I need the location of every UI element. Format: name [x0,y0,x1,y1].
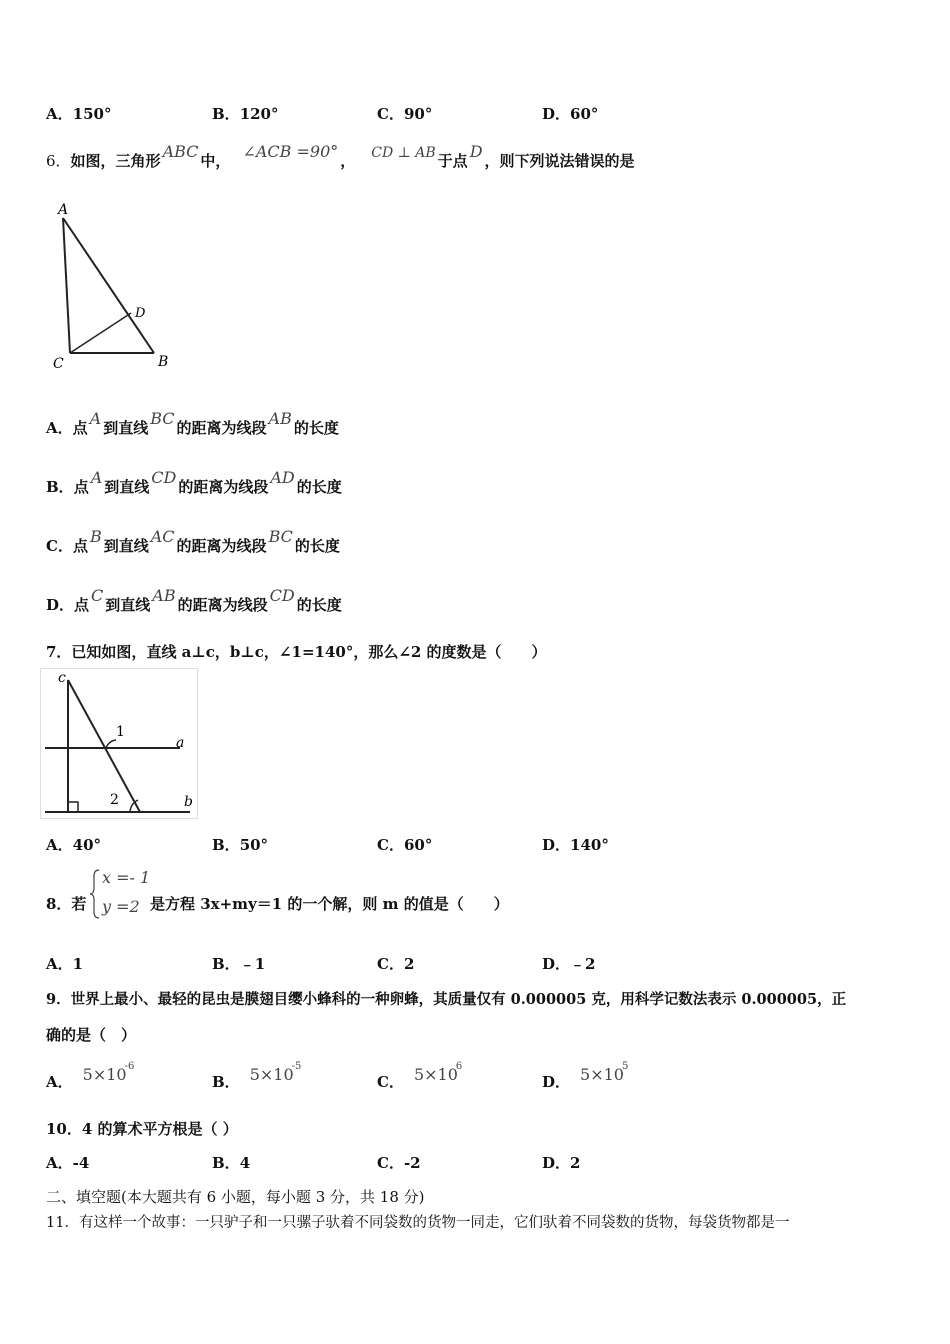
q6-stem: 6．如图，三角形 ABC 中， ∠ACB =90° ， CD ⊥ AB 于点 D ，则下列说法错误的是 [46,142,635,170]
q8-equation-x: x =- 1 [102,868,151,887]
q9-stem-line2: 确的是（ ） [46,1026,137,1044]
q5-option-b[interactable]: B．120° [212,105,279,123]
label-b: B [158,354,169,370]
q9-option-d[interactable]: D． $5\times 10^5$ [542,1061,629,1091]
q8-option-b[interactable]: B．﹣1 [212,955,266,973]
q6-triangle-figure [40,196,180,376]
q10-option-d[interactable]: D．2 [542,1154,581,1172]
label-1: 1 [116,724,125,740]
q8-prefix: 8．若 [46,895,87,913]
q9-option-b[interactable]: B． $5\times 10^{-5}$ [212,1061,302,1091]
label-c: C [53,356,64,372]
q8-option-a[interactable]: A．1 [46,955,84,973]
q8-option-d[interactable]: D．﹣2 [542,955,596,973]
side-ac [63,218,70,353]
label-a: a [176,735,185,751]
label-2: 2 [110,792,119,808]
q8-stem: 是方程 3x+my＝1 的一个解，则 m 的值是（ ） [150,895,509,913]
q7-stem: 7．已知如图，直线 a⊥c，b⊥c，∠1=140°，那么∠2 的度数是（ ） [46,643,547,661]
q10-option-a[interactable]: A．-4 [46,1154,90,1172]
q10-option-b[interactable]: B．4 [212,1154,251,1172]
q6-option-d[interactable]: D．点 C 到直线 AB 的距离为线段 CD 的长度 [46,586,342,614]
angle-1-arc [106,740,116,748]
q10-stem: 10．4 的算术平方根是（ ） [46,1120,238,1138]
q6-option-b[interactable]: B．点 A 到直线 CD 的距离为线段 AD 的长度 [46,468,342,496]
label-b: b [184,794,193,810]
q6-option-c[interactable]: C．点 B 到直线 AC 的距离为线段 BC 的长度 [46,527,340,555]
label-a: A [58,202,69,218]
label-d: D [135,306,146,321]
q9-stem-line1: 9．世界上最小、最轻的昆虫是膜翅目缨小蜂科的一种卵蜂，其质量仅有 0.000005 克，用科学记数法表示 0.000005，正 [46,991,847,1008]
q5-option-d[interactable]: D．60° [542,105,599,123]
q5-option-c[interactable]: C．90° [377,105,433,123]
q11-stem: 11．有这样一个故事：一只驴子和一只骡子驮着不同袋数的货物一同走，它们驮着不同袋数的货物，每袋货物都是一 [46,1215,790,1231]
q7-option-b[interactable]: B．50° [212,836,269,854]
q6-option-a[interactable]: A．点 A 到直线 BC 的距离为线段 AB 的长度 [46,409,339,437]
q7-lines-figure [40,668,200,820]
q5-option-a[interactable]: A．150° [46,105,112,123]
label-c: c [58,670,66,686]
section-2-heading: 二、填空题(本大题共有 6 小题，每小题 3 分，共 18 分) [46,1188,425,1206]
q7-option-d[interactable]: D．140° [542,836,609,854]
q10-option-c[interactable]: C．-2 [377,1154,421,1172]
q8-system-brace [88,868,102,920]
figure-frame [41,669,198,819]
side-ab [63,218,154,353]
q9-option-c[interactable]: C． $5\times 10^6$ [377,1061,463,1091]
q7-option-c[interactable]: C．60° [377,836,433,854]
transversal [68,680,140,812]
segment-cd [70,313,131,353]
q8-option-c[interactable]: C．2 [377,955,415,973]
q8-equation-y: y =2 [102,897,140,916]
q9-option-a[interactable]: A． $5\times 10^{-6}$ [46,1061,135,1091]
right-angle-mark [68,802,78,812]
q7-option-a[interactable]: A．40° [46,836,102,854]
